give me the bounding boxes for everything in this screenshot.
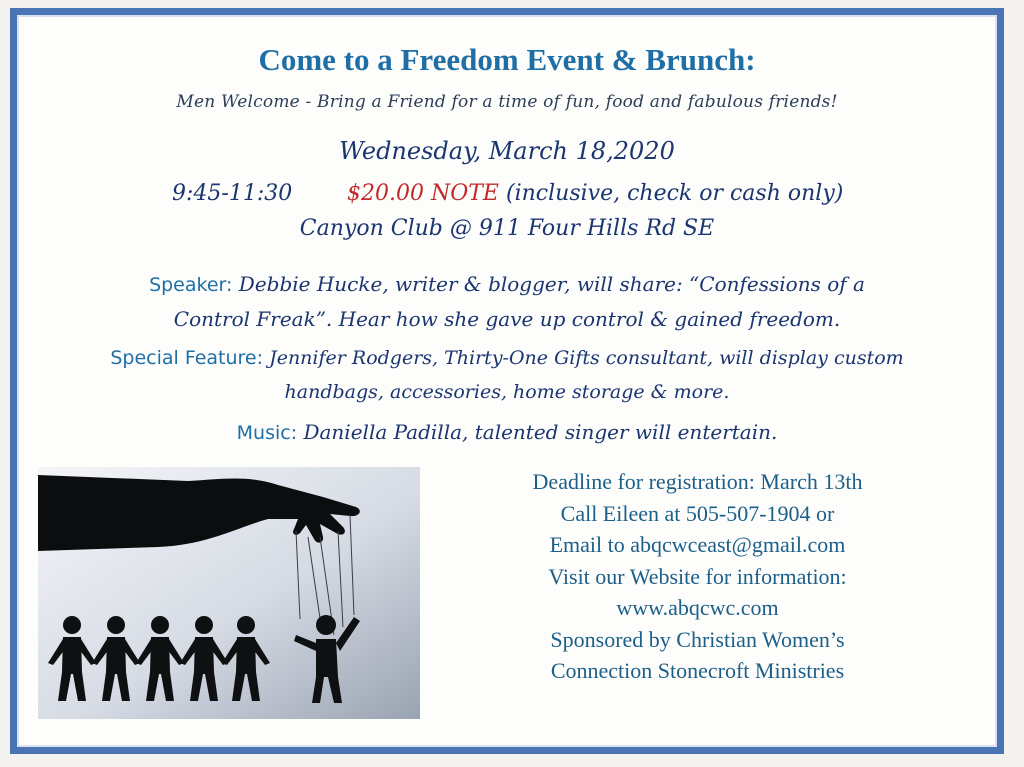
feature-text-1: Jennifer Rodgers, Thirty-One Gifts consultant, will display custom [269, 347, 904, 369]
puppet-hand-icon [38, 467, 420, 719]
speaker-line-1 [17, 267, 997, 302]
event-subtitle: Men Welcome - Bring a Friend for a time of fun, food and fabulous friends! [176, 92, 838, 112]
website-url: www.abqcwc.com [616, 595, 779, 620]
sponsor-line-2: Connection Stonecroft Ministries [550, 658, 845, 683]
event-date: Wednesday, March 18,2020 [339, 137, 675, 165]
feature-line-1 [17, 341, 997, 375]
sponsor-line-1: Sponsored by Christian Women’s [550, 626, 845, 652]
price-note: (inclusive, check or cash only) [506, 181, 844, 206]
speaker-text-2: Control Freak”. Hear how she gave up control & gained freedom. [173, 307, 841, 331]
website-prompt: Visit our Website for information: [548, 563, 847, 589]
feature-section [17, 341, 997, 409]
event-title: Come to a Freedom Event & Brunch: [258, 42, 756, 77]
event-venue: Canyon Club @ 911 Four Hills Rd SE [299, 216, 715, 241]
speaker-label: Speaker: [149, 274, 233, 296]
puppet-image [38, 467, 420, 719]
registration-deadline: Deadline for registration: March 13th [532, 469, 863, 494]
event-time: 9:45-11:30 [172, 181, 293, 206]
music-section [17, 415, 997, 450]
call-phone: Call Eileen at 505-507-1904 or [560, 500, 835, 526]
music-label: Music: [236, 422, 298, 444]
email-line: Email to abqcwceast@gmail.com [549, 532, 846, 557]
event-price: $20.00 NOTE [347, 181, 499, 206]
feature-text-2: handbags, accessories, home storage & more. [284, 381, 730, 403]
contact-info [470, 466, 925, 687]
speaker-text-1: Debbie Hucke, writer & blogger, will share: “Confessions of a [238, 272, 865, 296]
music-text: Daniella Padilla, talented singer will entertain. [303, 420, 778, 444]
feature-label: Special Feature: [110, 347, 264, 369]
time-price-line [172, 181, 843, 206]
speaker-section [17, 267, 997, 336]
